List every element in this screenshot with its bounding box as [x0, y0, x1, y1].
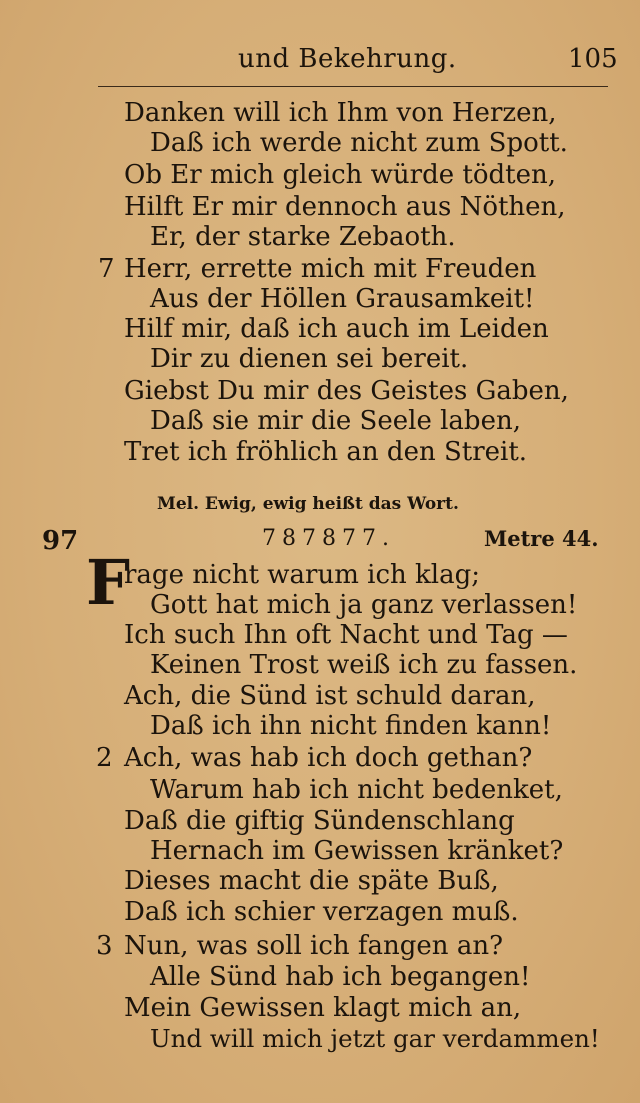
verse-line: rage nicht warum ich klag; [124, 560, 481, 590]
stanza-number: 3 [96, 931, 113, 961]
verse-line: Hilf mir, daß ich auch im Leiden [124, 314, 549, 344]
drop-cap: F [86, 546, 131, 619]
verse-line: Nun, was soll ich fangen an? [124, 931, 504, 961]
verse-line: Daß ich schier verzagen muß. [124, 897, 519, 927]
verse-line: Hilft Er mir dennoch aus Nöthen, [124, 192, 566, 222]
verse-line: Danken will ich Ihm von Herzen, [124, 98, 557, 128]
running-head: und Bekehrung. [238, 44, 457, 74]
verse-line: Mein Gewissen klagt mich an, [124, 993, 522, 1023]
verse-line: Daß ich ihn nicht finden kann! [150, 711, 552, 741]
verse-line: Tret ich fröhlich an den Streit. [124, 437, 528, 467]
stanza-number: 2 [96, 743, 113, 773]
header-rule [98, 86, 608, 87]
hymn-number: 97 [42, 526, 79, 556]
verse-line: Aus der Höllen Grausamkeit! [150, 284, 535, 314]
verse-line: Giebst Du mir des Geistes Gaben, [124, 376, 569, 406]
verse-line: Dieses macht die späte Buß, [124, 866, 499, 896]
stanza-number: 7 [98, 254, 115, 284]
verse-line: Daß sie mir die Seele laben, [150, 406, 521, 436]
melody-note: Mel. Ewig, ewig heißt das Wort. [157, 494, 459, 514]
verse-line: Alle Sünd hab ich begangen! [150, 962, 531, 992]
meter: 787877. [262, 526, 395, 551]
verse-line: Gott hat mich ja ganz verlassen! [150, 590, 578, 620]
page-number: 105 [568, 44, 618, 74]
verse-line: Warum hab ich nicht bedenket, [150, 775, 563, 805]
page-header [0, 44, 640, 84]
verse-line: Dir zu dienen sei bereit. [150, 344, 469, 374]
verse-line: Ich such Ihn oft Nacht und Tag — [124, 620, 568, 650]
verse-line: Und will mich jetzt gar verdammen! [150, 1024, 600, 1053]
verse-line: Keinen Trost weiß ich zu fassen. [150, 650, 578, 680]
verse-line: Ob Er mich gleich würde tödten, [124, 160, 556, 190]
verse-line: Hernach im Gewissen kränket? [150, 836, 564, 866]
verse-line: Herr, errette mich mit Freuden [124, 254, 537, 284]
verse-line: Daß ich werde nicht zum Spott. [150, 128, 568, 158]
verse-line: Daß die giftig Sündenschlang [124, 806, 515, 836]
verse-line: Er, der starke Zebaoth. [150, 222, 456, 252]
metre-name: Metre 44. [484, 526, 599, 551]
verse-line: Ach, was hab ich doch gethan? [124, 743, 533, 773]
verse-line: Ach, die Sünd ist schuld daran, [124, 681, 536, 711]
